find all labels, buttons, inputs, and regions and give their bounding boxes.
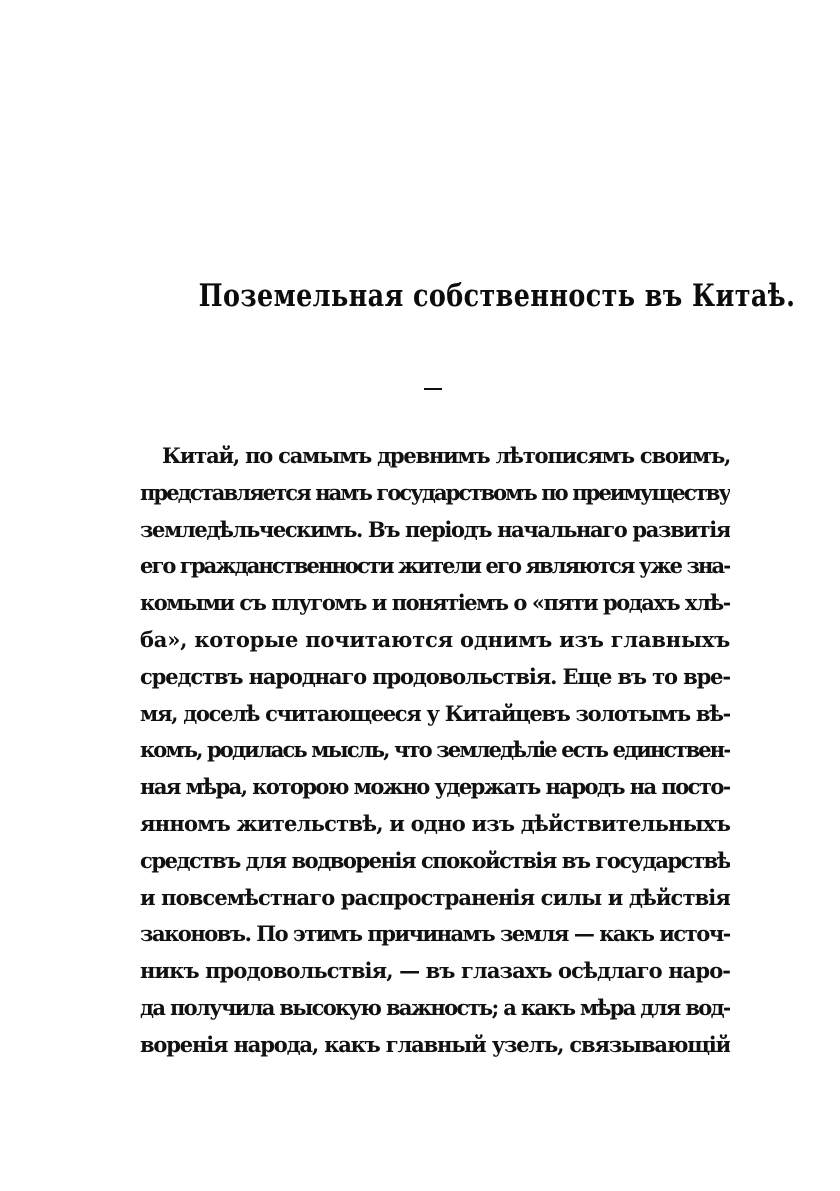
- chapter-title: Поземельная собственность въ Китаѣ.: [198, 278, 796, 314]
- text-line: Китай, по самымъ древнимъ лѣтописямъ своимъ,: [162, 443, 730, 468]
- text-line: мя, доселѣ считающееся у Китайцевъ золотымъ вѣ-: [140, 700, 730, 726]
- text-line: комыми съ плугомъ и понятіемъ о «пяти родахъ хлѣ-: [140, 590, 730, 616]
- text-line: и повсемѣстнаго распространенія силы и дѣйствія: [140, 884, 730, 910]
- text-line: законовъ. По этимъ причинамъ земля — какъ источ-: [140, 921, 730, 947]
- text-line: комъ, родилась мысль, что земледѣліе есть единствен-: [140, 737, 730, 763]
- text-line: земледѣльческимъ. Въ періодъ начальнаго развитія: [140, 516, 730, 542]
- title-divider: [424, 388, 442, 390]
- text-line: ба», которые почитаются однимъ изъ главныхъ: [140, 626, 730, 652]
- text-line: да получила высокую важность; а какъ мѣра для вод-: [140, 994, 730, 1020]
- text-line: воренія народа, какъ главный узелъ, связывающій: [140, 1031, 730, 1057]
- text-line: янномъ жительствѣ, и одно изъ дѣйствительныхъ: [140, 810, 730, 836]
- text-line: никъ продовольствія, — въ глазахъ осѣдлаго наро-: [140, 958, 730, 984]
- text-line: средствъ народнаго продовольствія. Еще въ то вре-: [140, 663, 730, 689]
- body-paragraph: [140, 438, 730, 1064]
- text-line: его гражданственности жители его являются уже зна-: [140, 553, 730, 579]
- text-line: средствъ для водворенія спокойствія въ государствѣ: [140, 847, 730, 873]
- text-line: представляется намъ государствомъ по преимуществу: [140, 479, 730, 505]
- text-line: ная мѣра, которою можно удержать народъ на посто-: [140, 774, 730, 800]
